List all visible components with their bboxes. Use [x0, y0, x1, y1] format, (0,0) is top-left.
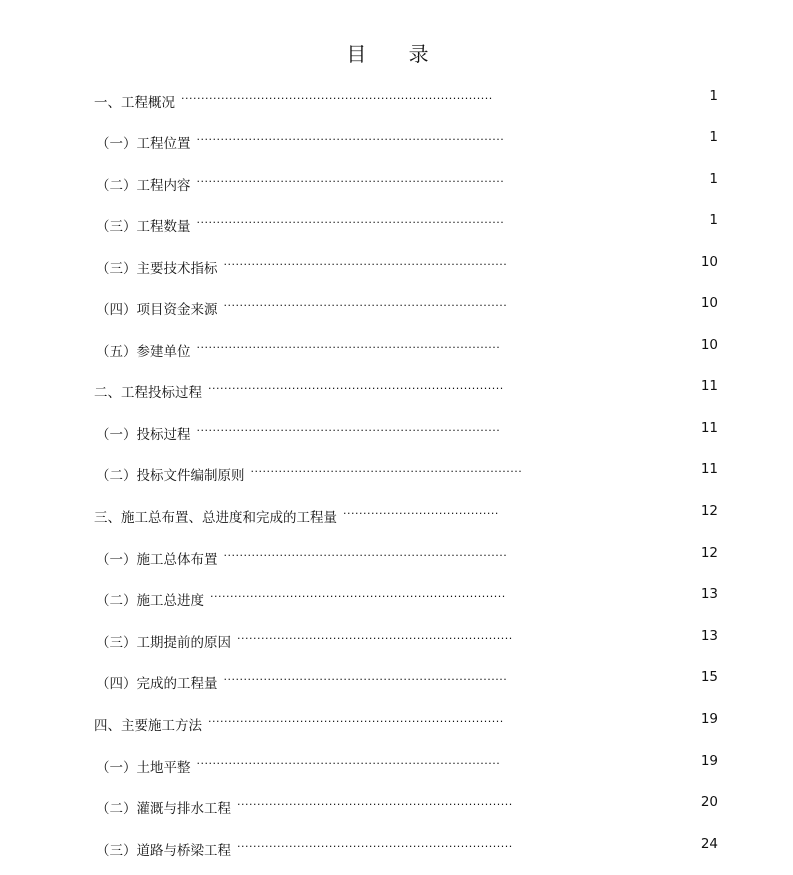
- toc-page-number: 11: [700, 461, 718, 477]
- toc-row[interactable]: [0, 375, 793, 401]
- toc-page-number: 13: [700, 586, 718, 602]
- toc-entry-text: （一）投标过程: [96, 427, 191, 443]
- dot-leader: .......................................................................: [223, 546, 508, 559]
- toc-page-number: 19: [700, 753, 718, 769]
- toc-entry-label: [96, 251, 507, 280]
- toc-row[interactable]: [0, 542, 793, 568]
- toc-entry-label: [96, 542, 507, 571]
- toc-entry-label: [94, 708, 504, 737]
- toc-entry-text: （三）主要技术指标: [96, 261, 218, 277]
- toc-row[interactable]: [0, 500, 793, 526]
- toc-row[interactable]: [0, 251, 793, 277]
- toc-entry-label: [96, 334, 500, 363]
- toc-entry-text: （三）工程数量: [96, 219, 191, 235]
- toc-entry-label: [96, 791, 513, 820]
- toc-row[interactable]: [0, 583, 793, 609]
- toc-entry-text: （四）完成的工程量: [96, 676, 218, 692]
- dot-leader: ............................................................................: [196, 421, 501, 434]
- toc-entry-text: （二）施工总进度: [96, 593, 204, 609]
- dot-leader: ............................................................................: [196, 338, 501, 351]
- toc-entry-label: [94, 375, 504, 404]
- dot-leader: .......................................................................: [223, 255, 508, 268]
- dot-leader: .............................................................................: [196, 172, 505, 185]
- toc-row[interactable]: [0, 334, 793, 360]
- toc-page-number: 10: [700, 254, 718, 270]
- toc-row[interactable]: [0, 417, 793, 443]
- toc-row[interactable]: [0, 625, 793, 651]
- toc-page-number: 11: [700, 420, 718, 436]
- toc-row[interactable]: [0, 833, 793, 859]
- toc-entry-text: （一）土地平整: [96, 760, 191, 776]
- toc-entry-text: 四、主要施工方法: [94, 718, 202, 734]
- toc-page-number: 19: [700, 711, 718, 727]
- toc-entry-label: [96, 458, 522, 487]
- toc-page-number: 13: [700, 628, 718, 644]
- toc-page-number: 1: [709, 212, 718, 228]
- toc-entry-text: （二）灌溉与排水工程: [96, 801, 231, 817]
- dot-leader: .....................................................................: [237, 795, 513, 808]
- dot-leader: .....................................................................: [237, 837, 513, 850]
- toc-page-number: 15: [700, 669, 718, 685]
- dot-leader: ..............................................................................: [181, 89, 493, 102]
- toc-entry-label: [96, 666, 507, 695]
- toc-page-number: 12: [700, 503, 718, 519]
- toc-entry-text: （四）项目资金来源: [96, 302, 218, 318]
- toc-entry-text: 二、工程投标过程: [94, 385, 202, 401]
- dot-leader: ..........................................................................: [210, 587, 506, 600]
- toc-entry-label: [96, 126, 504, 155]
- toc-page-number: 20: [700, 794, 718, 810]
- dot-leader: .............................................................................: [196, 213, 505, 226]
- toc-entry-text: （五）参建单位: [96, 344, 191, 360]
- dot-leader: ..........................................................................: [208, 379, 504, 392]
- toc-page-number: 10: [700, 337, 718, 353]
- toc-row[interactable]: [0, 209, 793, 235]
- toc-row[interactable]: [0, 168, 793, 194]
- toc-page-number: 1: [709, 129, 718, 145]
- toc-entry-label: [96, 625, 513, 654]
- toc-entry-text: （三）道路与桥梁工程: [96, 843, 231, 859]
- dot-leader: .....................................................................: [237, 629, 513, 642]
- toc-entry-label: [94, 85, 493, 114]
- dot-leader: ....................................................................: [250, 462, 523, 475]
- dot-leader: .......................................................................: [223, 296, 508, 309]
- toc-row[interactable]: [0, 126, 793, 152]
- page-title: 目 录: [346, 42, 447, 66]
- toc-row[interactable]: [0, 708, 793, 734]
- toc-entry-label: [96, 583, 506, 612]
- toc-page-number: 10: [700, 295, 718, 311]
- toc-row[interactable]: [0, 750, 793, 776]
- toc-entry-label: [94, 500, 499, 529]
- toc-row[interactable]: [0, 666, 793, 692]
- toc-row[interactable]: [0, 791, 793, 817]
- toc-page-number: 1: [709, 171, 718, 187]
- toc-entry-text: （三）工期提前的原因: [96, 635, 231, 651]
- toc-row[interactable]: [0, 85, 793, 111]
- toc-entry-label: [96, 417, 500, 446]
- toc-entry-label: [96, 750, 500, 779]
- toc-page-number: 1: [709, 88, 718, 104]
- toc-entry-text: （一）施工总体布置: [96, 552, 218, 568]
- toc-page-number: 24: [700, 836, 718, 852]
- toc-entry-label: [96, 833, 513, 862]
- dot-leader: ..........................................................................: [208, 712, 504, 725]
- toc-entry-text: （二）投标文件编制原则: [96, 468, 245, 484]
- toc-row[interactable]: [0, 292, 793, 318]
- toc-entry-text: 一、工程概况: [94, 95, 175, 111]
- dot-leader: ............................................................................: [196, 754, 501, 767]
- toc-entry-text: （二）工程内容: [96, 178, 191, 194]
- toc-entry-label: [96, 168, 504, 197]
- toc-entry-text: 三、施工总布置、总进度和完成的工程量: [94, 510, 337, 526]
- toc-entry-label: [96, 209, 504, 238]
- toc-row[interactable]: [0, 458, 793, 484]
- toc-page-number: 11: [700, 378, 718, 394]
- dot-leader: .......................................: [343, 504, 499, 517]
- toc-entry-label: [96, 292, 507, 321]
- dot-leader: .......................................................................: [223, 670, 508, 683]
- dot-leader: .............................................................................: [196, 130, 505, 143]
- toc-entry-text: （一）工程位置: [96, 136, 191, 152]
- toc-page-number: 12: [700, 545, 718, 561]
